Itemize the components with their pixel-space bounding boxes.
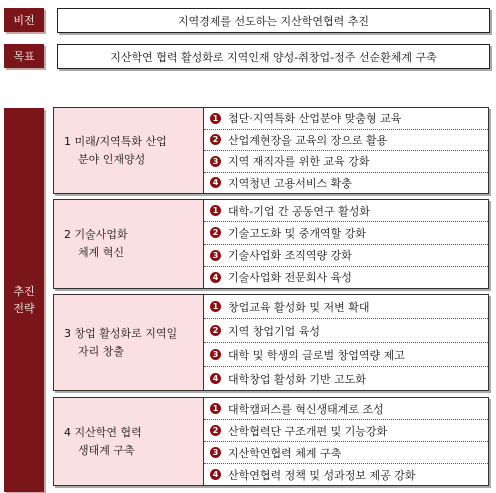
strategy-item	[204, 319, 488, 343]
strategy-item-text: 창업교육 활성화 및 저변 확대	[228, 300, 370, 314]
strategy-title-3-line2: 자리 창출	[78, 344, 125, 358]
strategy-group-2	[53, 199, 489, 289]
strategy-title-2	[54, 200, 204, 288]
strategy-item	[204, 200, 488, 222]
strategy-item-text: 대학창업 활성화 기반 고도화	[228, 372, 367, 386]
strategy-item	[204, 130, 488, 152]
vision-statement	[57, 8, 490, 33]
strategy-item-text: 대학 및 학생의 글로벌 창업역량 제고	[228, 348, 405, 362]
number-badge-icon: 2	[210, 325, 221, 336]
number-badge-icon: 3	[210, 447, 221, 458]
strategy-label-line1: 추진	[13, 285, 35, 298]
strategy-title-1-line1: 1 미래/지역특화 산업	[64, 134, 167, 148]
strategy-item	[204, 343, 488, 367]
strategy-item	[204, 151, 488, 173]
strategy-group-3	[53, 294, 489, 391]
strategy-title-1	[54, 108, 204, 193]
number-badge-icon: 1	[210, 205, 221, 216]
strategy-item-text: 지산학연협력 체계 구축	[228, 446, 342, 460]
number-badge-icon: 4	[210, 272, 221, 283]
strategy-title-2-line2: 체계 혁신	[78, 246, 125, 259]
strategy-group-1	[53, 107, 489, 194]
goal-label	[4, 44, 44, 68]
strategy-item	[204, 367, 488, 390]
strategy-item-text: 기술사업화 전문회사 육성	[228, 271, 352, 285]
strategy-title-4	[54, 398, 204, 485]
vision-label	[4, 8, 44, 32]
strategy-items-3	[204, 295, 488, 390]
strategy-item-text: 지역 창업기업 육성	[228, 324, 321, 338]
strategy-item-text: 대학-기업 간 공동연구 활성화	[228, 204, 370, 218]
strategy-title-2-line1: 2 기술사업화	[64, 228, 128, 241]
strategy-label-line2: 전략	[13, 302, 35, 315]
number-badge-icon: 1	[210, 403, 221, 414]
number-badge-icon: 2	[210, 227, 221, 238]
strategy-title-1-line2: 분야 인재양성	[78, 152, 146, 166]
strategy-items-1	[204, 108, 488, 193]
goal-statement	[57, 44, 490, 69]
number-badge-icon: 3	[210, 250, 221, 261]
number-badge-icon: 4	[210, 469, 221, 480]
strategy-item	[204, 267, 488, 288]
strategy-item-text: 산업계현장을 교육의 장으로 활용	[228, 133, 388, 147]
strategy-item	[204, 222, 488, 244]
strategy-item-text: 기술사업화 조직역량 강화	[228, 249, 352, 263]
strategy-item-text: 대학캠퍼스를 혁신생태계로 조성	[228, 402, 384, 416]
strategy-item	[204, 464, 488, 485]
number-badge-icon: 2	[210, 134, 221, 145]
strategy-group-4	[53, 397, 489, 486]
strategy-item	[204, 398, 488, 420]
number-badge-icon: 3	[210, 156, 221, 167]
strategy-item	[204, 442, 488, 464]
number-badge-icon: 1	[210, 301, 221, 312]
number-badge-icon: 4	[210, 177, 221, 188]
strategy-item	[204, 420, 488, 442]
strategy-item-text: 산학협력단 구조개편 및 기능강화	[228, 424, 388, 438]
strategy-title-4-line2: 생태계 구축	[78, 443, 135, 457]
strategy-title-4-line1: 4 지산학연 협력	[64, 425, 142, 439]
strategy-item-text: 기술고도화 및 중개역할 강화	[228, 226, 367, 240]
number-badge-icon: 3	[210, 349, 221, 360]
strategy-item-text: 산학연협력 정책 및 성과정보 제공 강화	[228, 468, 416, 482]
strategy-item	[204, 295, 488, 319]
goal-label-text: 목표	[13, 49, 35, 63]
strategy-item-text: 지역 재직자를 위한 교육 강화	[228, 155, 370, 169]
strategy-title-3-line1: 3 창업 활성화로 지역일	[64, 326, 178, 340]
strategy-item	[204, 245, 488, 267]
strategy-title-3	[54, 295, 204, 390]
goal-statement-text: 지산학연 협력 활성화로 지역인재 양성-취창업-정주 선순환체계 구축	[110, 50, 437, 64]
number-badge-icon: 4	[210, 373, 221, 384]
strategy-item-text: 첨단·지역특화 산업분야 맞춤형 교육	[228, 112, 402, 126]
strategy-item-text: 지역청년 고용서비스 확충	[228, 176, 352, 190]
vision-label-text: 비전	[13, 13, 35, 27]
strategy-items-2	[204, 200, 488, 288]
number-badge-icon: 2	[210, 425, 221, 436]
number-badge-icon: 1	[210, 113, 221, 124]
strategy-item	[204, 108, 488, 130]
strategy-item	[204, 173, 488, 194]
strategy-items-4	[204, 398, 488, 485]
vision-statement-text: 지역경제를 선도하는 지산학연협력 추진	[177, 14, 370, 28]
strategy-label	[4, 108, 44, 492]
